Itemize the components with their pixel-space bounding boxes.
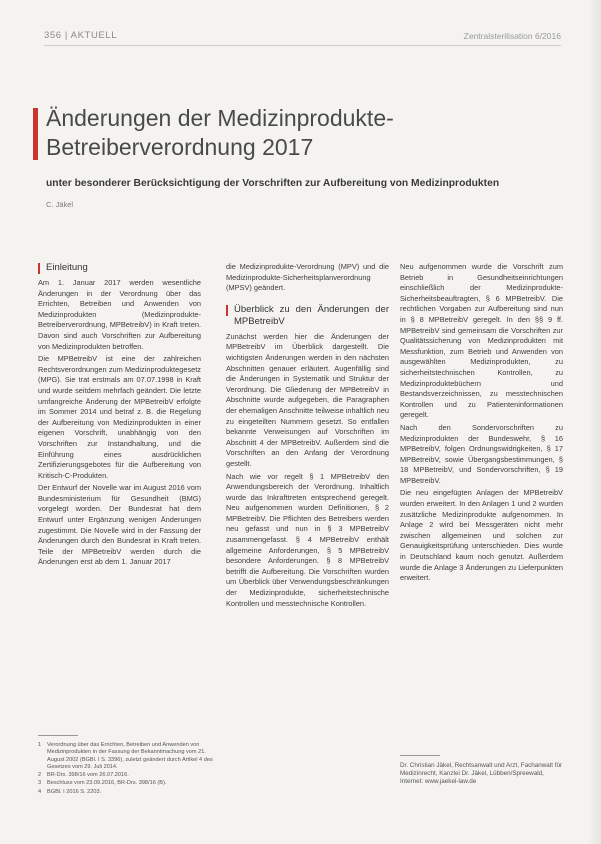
text-column-1 bbox=[38, 262, 201, 570]
section-heading-einleitung bbox=[38, 262, 201, 274]
footnote-number: 4 bbox=[38, 788, 42, 795]
running-header-section: 356 | AKTUELL bbox=[44, 30, 118, 41]
text-column-2 bbox=[226, 262, 389, 611]
paragraph: Die neu eingefügten Anlagen der MPBetreibV wurden erweitert. In den Anlagen 1 und 2 wurden zusätzliche Medizinprodukte aufgenommen. In Anlage 2 wird bei Messgeräten nicht mehr zwischen allgemeinen und solchen zur Genauigkeitsprüfung unterschieden. Dies wurde in Deutschland kaum noch genutzt. Außerdem wurde die Anlage 3 Änderungen zu Lieferpunkten erweitert. bbox=[400, 488, 563, 583]
page-fold-shadow bbox=[587, 0, 601, 844]
footnote bbox=[38, 789, 213, 796]
section-heading-text: Überblick zu den Änderungen der MPBetreibV bbox=[234, 303, 389, 327]
article-author: C. Jäkel bbox=[46, 200, 74, 209]
paragraph: Zunächst werden hier die Änderungen der MPBetreibV im Überblick dargestellt. Die wichtigsten Änderungen werden in den nächsten Abschnitten genauer erläutert. Augenfällig sind die Änderungen in Systematik und Struktur der Verordnung. Die Gliederung der MPBetreibV in Abschnitte wurde aufgegeben, die Paragraphen der ehemaligen Anschnitte teilweise inhaltlich neu zu eingeteilten Nummern gesetzt. So entfallen bekannte Verweisungen auf Vorschriften im Abschnitt 4 der MPBetreibV. Außerdem sind die Vorschriften an den Anfang der Verordnung gestellt. bbox=[226, 331, 389, 468]
running-header-journal: Zentralsterilisation 6/2016 bbox=[463, 31, 561, 41]
paragraph: die Medizinprodukte-Verordnung (MPV) und die Medizinprodukte-Sicherheitsplanverordnung (MPSV) geändert. bbox=[226, 262, 389, 293]
section-heading-ueberblick bbox=[226, 304, 389, 328]
author-note-rule bbox=[400, 755, 440, 756]
paragraph: Neu aufgenommen wurde die Vorschrift zum Betrieb in Gesundheitseinrichtungen einschließlich der Medizinprodukte-Sicherheitsbeauftragten, § 6 MPBetreibV. Die rechtlichen Vorgaben zur Aufbereitung sind nun in § 8 MPBetreibV geregelt. In den §§ 9 ff. MPBetreibV sind gemeinsam die Vorschriften zur Qualitätssicherung von Medizinprodukten mit Messfunktion, zum Betrieb und Anwenden von ausgewählten Medizinprodukten, zu sicherheitstechnischen Kontrollen, zu Medizinproduktebüchern und Bestandsverzeichnissen, zu messtechnischen Kontrollen und zu Patienteninformationen geregelt. bbox=[400, 262, 563, 420]
footnote bbox=[38, 780, 213, 787]
paragraph: Am 1. Januar 2017 werden wesentliche Änderungen in der Verordnung über das Errichten, Betreiben und Anwenden von Medizinprodukten (Medizinprodukte-Betreiberverordnung, MPBetreibV) in Kraft treten. Davon sind auch Vorschriften zur Aufbereitung von Medizinprodukten betroffen. bbox=[38, 278, 201, 351]
paragraph: Nach wie vor regelt § 1 MPBetreibV den Anwendungsbereich der Verordnung. Inhaltlich wurde das Inkrafttreten entsprechend geregelt. Neu aufgenommen wurden Definitionen, § 2 MPBetreibV. Die Pflichten des Betreibers werden neu gefasst und nun in § 3 MPBetreibV zusammengefasst. § 4 MPBetreibV enthält allgemeine Anforderungen, § 5 MPBetreibV besondere Anforderungen. § 8 MPBetreibV betrifft die Aufbereitung. Die Vorschriften wurden um Überblick über Verwendungsbeschränkungen der Medizinprodukte, sicherheitstechnische Kontrollen und messtechnische Kontrollen. bbox=[226, 471, 389, 608]
paragraph: Der Entwurf der Novelle war im August 2016 vom Bundesministerium für Gesundheit (BMG) vorgelegt worden. Der Bundesrat hat dem Entwurf unter Ergänzung wenigen Änderungen zugestimmt. Die Novelle wird in der Fassung der Änderungen durch den Bundesrat in Kraft treten. Teile der MPBetreibV werden durch die Änderungen erst ab dem 1. Januar 2017 bbox=[38, 483, 201, 567]
footnote-rule bbox=[38, 735, 78, 736]
header-rule bbox=[44, 45, 561, 46]
section-heading-text: Einleitung bbox=[46, 262, 88, 273]
title-accent-bar bbox=[33, 108, 38, 160]
footnote bbox=[38, 742, 213, 771]
footnote-number: 3 bbox=[38, 780, 42, 787]
article-subtitle: unter besonderer Berücksichtigung der Vorschriften zur Aufbereitung von Medizinprodukten bbox=[46, 178, 500, 189]
footnote-number: 1 bbox=[38, 742, 42, 748]
footnote-text: BGBl. I 2016 S. 2203. bbox=[47, 788, 102, 795]
paragraph: Nach den Sondervorschriften zu Medizinprodukten der Bundeswehr, § 16 MPBetreibV, folgen Ordnungswidrigkeiten, § 17 MPBetreibV, sowie Übergangsbestimmungen, § 18 MPBetreibV, und Sondervorschriften, § 19 MPBetreibV. bbox=[400, 422, 563, 485]
footnote-text: Verordnung über das Errichten, Betreiben und Anwenden von Medizinprodukten in der Fassung der Bekanntmachung vom 21. August 2002 (BGBl. I S. 3396), zuletzt geändert durch Artikel 4 des Gesetzes vom 29. Juli 2014. bbox=[47, 742, 213, 770]
section-marker bbox=[38, 263, 40, 274]
footnotes bbox=[38, 742, 213, 797]
section-marker bbox=[226, 305, 228, 316]
author-note: Dr. Christian Jäkel, Rechtsanwalt und Arzt, Fachanwalt für Medizinrecht, Kanzlei Dr. Jäkel, Lübben/Spreewald, Internet: www.jaekel-law.de bbox=[400, 762, 563, 786]
text-column-3 bbox=[400, 262, 563, 586]
footnote-text: BR-Drs. 398/16 vom 26.07.2016. bbox=[47, 772, 129, 779]
footnote bbox=[38, 772, 213, 779]
article-title: Änderungen der Medizinprodukte-Betreiberverordnung 2017 bbox=[46, 105, 394, 160]
footnote-text: Beschluss vom 23.09.2016, BR-Drs. 398/16 (B). bbox=[47, 780, 167, 787]
footnote-number: 2 bbox=[38, 772, 42, 779]
paragraph: Die MPBetreibV ist eine der zahlreichen Rechtsverordnungen zum Medizinproduktegesetz (MPG). Sie trat erstmals am 07.07.1998 in Kraft und wurde seitdem mehrfach geändert. Die letzte umfangreiche Änderung der MPBetreibV erfolgte im Sommer 2014 und betraf z. B. die Regelung der Aufbereitung von Medizinprodukten in einer eigenen Vorschrift, unabhängig von den Vorschriften zur Instandhaltung, und die Einführung eines ausdrücklichen Zertifizierungsgebotes für die Aufbereitung von Kritisch-C-Produkten. bbox=[38, 354, 201, 480]
